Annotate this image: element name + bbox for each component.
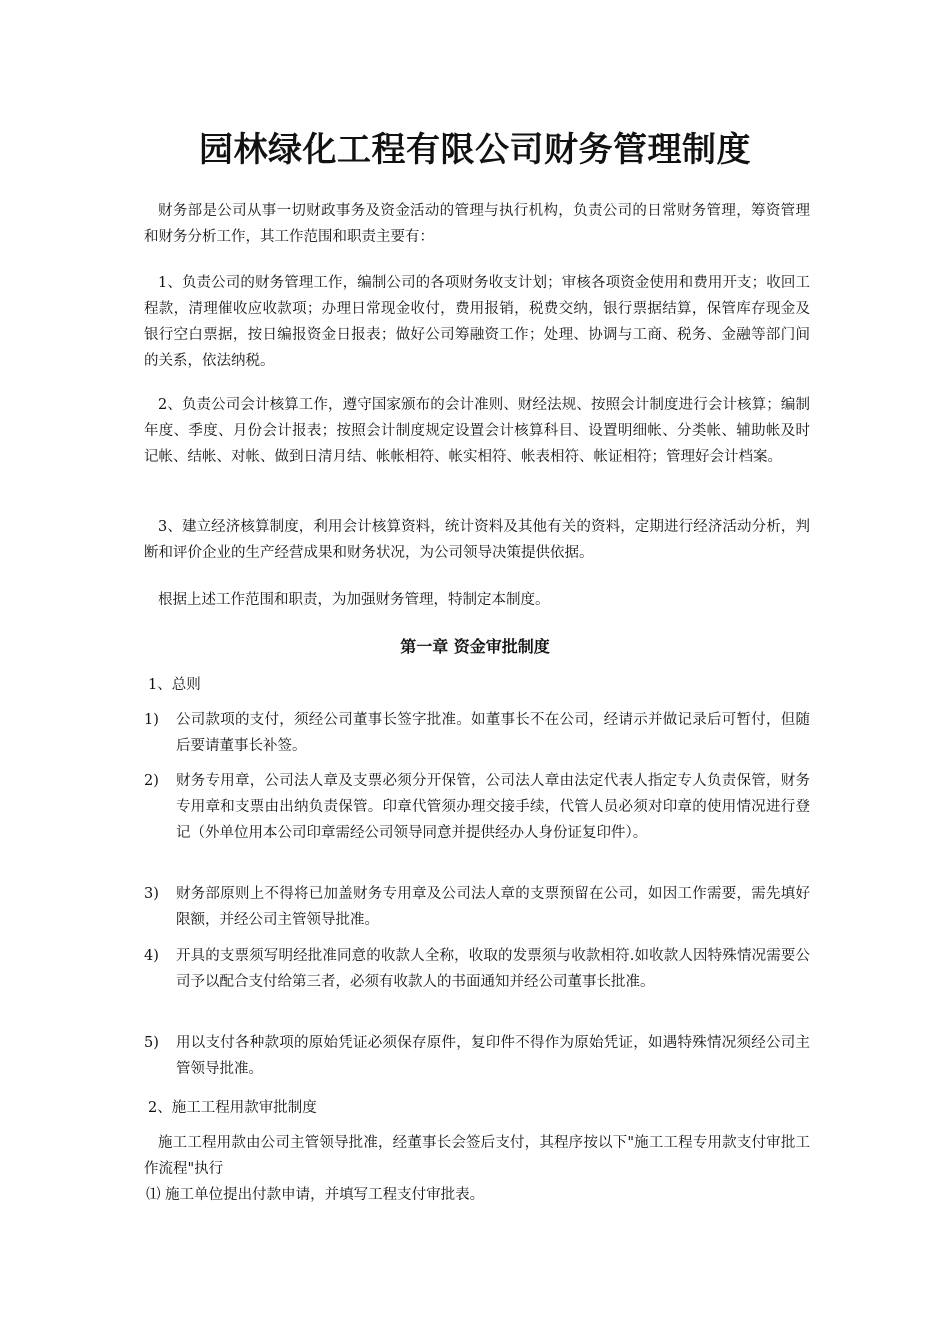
rule-number: 2) — [144, 773, 159, 789]
document-title: 园林绿化工程有限公司财务管理制度 — [199, 130, 751, 170]
section-heading-general: 1、总则 — [148, 677, 201, 693]
construction-intro-paragraph: 施工工程用款由公司主管领导批准，经董事长会签后支付，其程序按以下"施工工程专用款支付审批工作流程"执行 — [144, 1135, 810, 1177]
rule-number: 5) — [144, 1035, 159, 1051]
rule-text: 开具的支票须写明经批准同意的收款人全称，收取的发票须与收款相符.如收款人因特殊情况需要公司予以配合支付给第三者，必须有收款人的书面通知并经公司董事长批准。 — [176, 948, 810, 990]
rule-text: 公司款项的支付，须经公司董事长签字批准。如董事长不在公司，经请示并做记录后可暂付，但随后要请董事长补签。 — [176, 712, 810, 754]
rule-text: 用以支付各种款项的原始凭证必须保存原件，复印件不得作为原始凭证，如遇特殊情况须经公司主管领导批准。 — [176, 1035, 810, 1077]
section-heading-construction: 2、施工工程用款审批制度 — [148, 1100, 317, 1116]
duty-paragraph-2: 2、负责公司会计核算工作，遵守国家颁布的会计准则、财经法规、按照会计制度进行会计核算；编制年度、季度、月份会计报表；按照会计制度规定设置会计核算科目、设置明细帐、分类帐、辅助帐及时记帐、结帐、对帐、做到日清月结、帐帐相符、帐实相符、帐表相符、帐证相符；管理好会计档案。 — [144, 397, 810, 465]
rule-item — [144, 881, 810, 933]
duty-paragraph-1: 1、负责公司的财务管理工作，编制公司的各项财务收支计划；审核各项资金使用和费用开支；收回工程款，清理催收应收款项；办理日常现金收付，费用报销，税费交纳，银行票据结算，保管库存现金及银行空白票据，按日编报资金日报表；做好公司筹融资工作；处理、协调与工商、税务、金融等部门间的关系，依法纳税。 — [144, 275, 810, 369]
rule-item — [144, 768, 810, 846]
rule-number: 3) — [144, 886, 159, 902]
chapter-heading: 第一章 资金审批制度 — [400, 637, 550, 656]
rule-item — [144, 707, 810, 759]
rule-item — [144, 1030, 810, 1082]
intro-paragraph: 财务部是公司从事一切财政事务及资金活动的管理与执行机构，负责公司的日常财务管理，筹资管理和财务分析工作，其工作范围和职责主要有： — [144, 203, 810, 245]
rule-item — [144, 943, 810, 995]
rule-number: 4) — [144, 948, 159, 964]
rule-number: 1) — [144, 712, 159, 728]
rule-text: 财务专用章，公司法人章及支票必须分开保管，公司法人章由法定代表人指定专人负责保管，财务专用章和支票由出纳负责保管。印章代管须办理交接手续，代管人员必须对印章的使用情况进行登记（外单位用本公司印章需经公司领导同意并提供经办人身份证复印件）。 — [176, 773, 810, 841]
rule-text: 财务部原则上不得将已加盖财务专用章及公司法人章的支票预留在公司，如因工作需要，需先填好限额，并经公司主管领导批准。 — [176, 886, 810, 928]
basis-paragraph: 根据上述工作范围和职责，为加强财务管理，特制定本制度。 — [158, 592, 550, 608]
procedure-step-1: ⑴ 施工单位提出付款申请，并填写工程支付审批表。 — [146, 1187, 485, 1203]
duty-paragraph-3: 3、建立经济核算制度，利用会计核算资料，统计资料及其他有关的资料，定期进行经济活动分析，判断和评价企业的生产经营成果和财务状况，为公司领导决策提供依据。 — [144, 519, 810, 561]
